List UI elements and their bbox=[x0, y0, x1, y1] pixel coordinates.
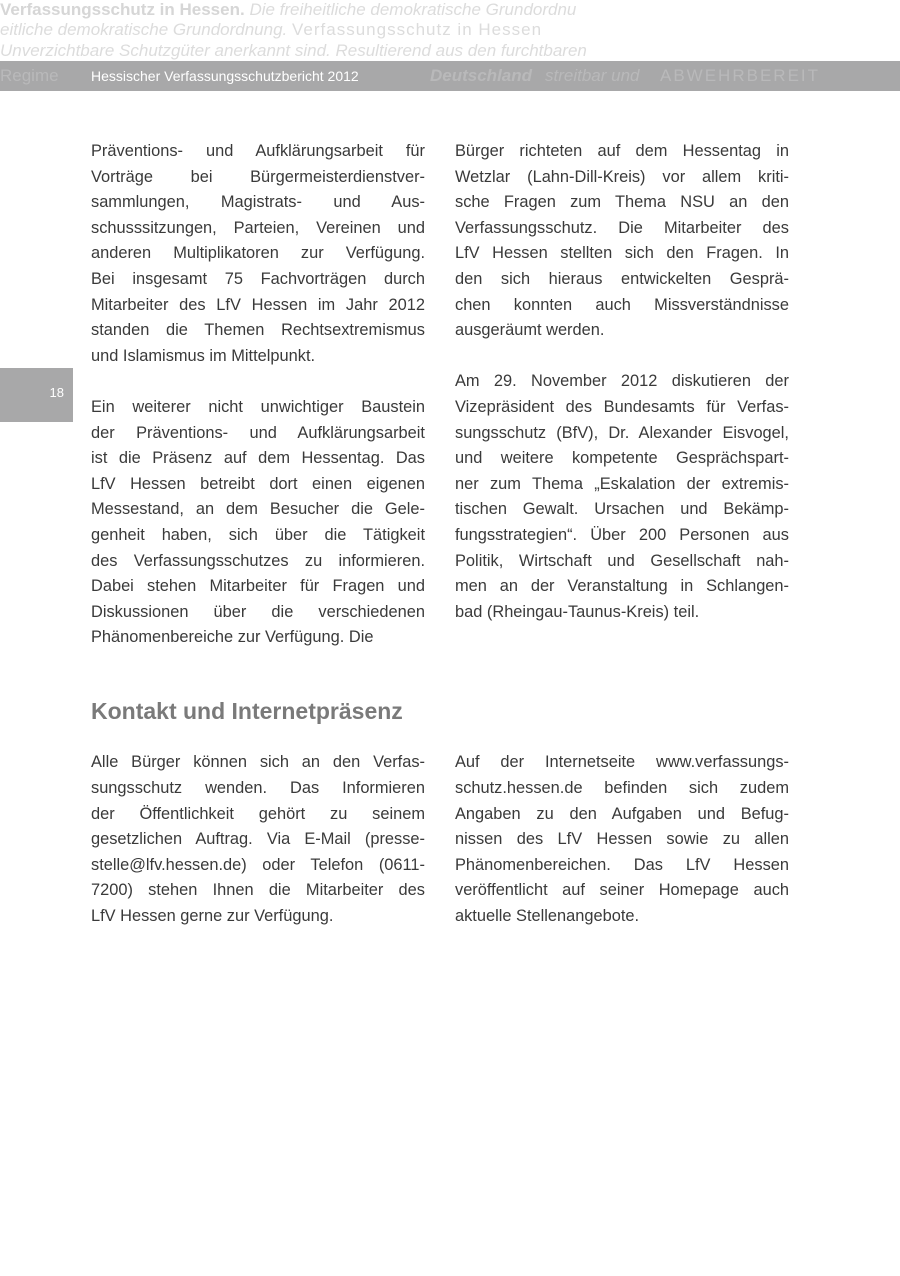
watermark-text: Die freiheitliche demokratische Grundordnu bbox=[249, 0, 577, 19]
page-content bbox=[91, 139, 789, 955]
text-line: genheit haben, sich über die Tätigkeit bbox=[91, 525, 425, 544]
paragraph bbox=[455, 369, 789, 625]
text-line: anderen Multiplikatoren zur Verfügung. bbox=[91, 244, 425, 263]
text-line: Verfassungsschutz. Die Mitarbeiter des bbox=[455, 218, 789, 237]
text-line: sammlungen, Magistrats- und Aus- bbox=[91, 193, 425, 212]
text-line: men an der Veranstaltung in Schlangen- bbox=[455, 577, 789, 596]
text-line: Präventions- und Aufklärungsarbeit für bbox=[91, 142, 425, 160]
text-line: standen die Themen Rechtsextremismus bbox=[91, 321, 425, 340]
text-line: Mitarbeiter des LfV Hessen im Jahr 2012 bbox=[91, 295, 425, 314]
text-line: LfV Hessen stellten sich den Fragen. In bbox=[455, 244, 789, 263]
watermark-text: Regime bbox=[0, 66, 59, 85]
section-heading: Kontakt und Internetpräsenz bbox=[91, 698, 403, 725]
text-line: aktuelle Stellenangebote. bbox=[455, 907, 640, 926]
text-line: bad (Rheingau-Taunus-Kreis) teil. bbox=[455, 602, 700, 621]
watermark-text: anerkannt sind. Resultierend aus den furchtbaren bbox=[214, 41, 587, 60]
section1-right-column bbox=[455, 139, 789, 676]
paragraph bbox=[91, 395, 425, 651]
watermark-text: eitliche demokratische Grundordnung. bbox=[0, 20, 288, 39]
watermark-line-3 bbox=[0, 41, 900, 61]
text-line: Phänomenbereiche zur Verfügung. Die bbox=[91, 628, 374, 647]
text-line: sungsschutz (BfV), Dr. Alexander Eisvogel, bbox=[455, 423, 789, 442]
text-line: Auf der Internetseite www.verfassungs- bbox=[455, 753, 789, 772]
text-line: Diskussionen über die verschiedenen bbox=[91, 602, 425, 621]
text-line: LfV Hessen betreibt dort einen eigenen bbox=[91, 474, 425, 493]
text-line: schutz.hessen.de befinden sich zudem bbox=[455, 779, 789, 798]
text-line: der Öffentlichkeit gehört zu seinem bbox=[91, 804, 425, 823]
text-line: gesetzlichen Auftrag. Via E-Mail (presse- bbox=[91, 830, 425, 849]
text-line: Angaben zu den Aufgaben und Befug- bbox=[455, 804, 789, 823]
text-line: den sich hieraus entwickelten Gesprä- bbox=[455, 269, 789, 288]
page-number-tab bbox=[0, 368, 73, 422]
section2-left-column bbox=[91, 750, 425, 955]
text-line: des Verfassungsschutzes zu informieren. bbox=[91, 551, 425, 570]
watermark-text: Deutschland bbox=[430, 66, 533, 85]
watermark-line-2 bbox=[0, 20, 900, 40]
text-line: und Islamismus im Mittelpunkt. bbox=[91, 346, 316, 365]
text-line: Phänomenbereichen. Das LfV Hessen bbox=[455, 855, 789, 874]
text-line: Vorträge bei Bürgermeisterdienstver- bbox=[91, 167, 425, 186]
paragraph bbox=[91, 750, 425, 929]
text-line: nissen des LfV Hessen sowie zu allen bbox=[455, 830, 789, 849]
section2 bbox=[91, 750, 789, 955]
text-line: Alle Bürger können sich an den Verfas- bbox=[91, 753, 425, 772]
paragraph bbox=[455, 750, 789, 929]
text-line: der Präventions- und Aufklärungsarbeit bbox=[91, 423, 425, 442]
text-line: Bürger richteten auf dem Hessentag in bbox=[455, 142, 789, 160]
text-line: Vizepräsident des Bundesamts für Verfas- bbox=[455, 397, 789, 416]
text-line: Am 29. November 2012 diskutieren der bbox=[455, 372, 789, 391]
text-line: veröffentlicht auf seiner Homepage auch bbox=[455, 881, 789, 900]
text-line: 7200) stehen Ihnen die Mitarbeiter des bbox=[91, 881, 425, 900]
text-line: ausgeräumt werden. bbox=[455, 321, 605, 340]
watermark-text: Verfassungsschutz in Hessen. bbox=[0, 0, 245, 19]
paragraph bbox=[91, 139, 425, 369]
section1-left-column bbox=[91, 139, 425, 676]
header-title: Hessischer Verfassungsschutzbericht 2012 bbox=[91, 68, 359, 84]
text-line: tischen Gewalt. Ursachen und Bekämp- bbox=[455, 500, 789, 519]
text-line: Wetzlar (Lahn-Dill-Kreis) vor allem kriti- bbox=[455, 167, 789, 186]
text-line: Bei insgesamt 75 Fachvorträgen durch bbox=[91, 269, 425, 288]
watermark-text: streitbar und bbox=[545, 66, 640, 85]
text-line: sche Fragen zum Thema NSU an den bbox=[455, 193, 789, 212]
text-line: Dabei stehen Mitarbeiter für Fragen und bbox=[91, 577, 425, 596]
text-line: ner zum Thema „Eskalation der extremis- bbox=[455, 474, 789, 493]
text-line: LfV Hessen gerne zur Verfügung. bbox=[91, 907, 334, 926]
text-line: und weitere kompetente Gesprächspart- bbox=[455, 449, 789, 468]
text-line: ist die Präsenz auf dem Hessentag. Das bbox=[91, 449, 425, 468]
text-line: Ein weiterer nicht unwichtiger Baustein bbox=[91, 397, 425, 416]
watermark-text: ABWEHRBEREIT bbox=[660, 66, 821, 85]
watermark-text: Verfassungsschutz in Hessen bbox=[292, 20, 543, 39]
text-line: fungsstrategien“. Über 200 Personen aus bbox=[455, 525, 789, 544]
section2-right-column bbox=[455, 750, 789, 955]
text-line: schusssitzungen, Parteien, Vereinen und bbox=[91, 218, 425, 237]
watermark-line-1 bbox=[0, 0, 900, 20]
text-line: chen konnten auch Missverständnisse bbox=[455, 295, 789, 314]
header-band bbox=[0, 61, 900, 91]
text-line: stelle@lfv.hessen.de) oder Telefon (0611- bbox=[91, 855, 425, 874]
page-number: 18 bbox=[49, 385, 64, 400]
watermark-text: Unverzichtbare Schutzgüter bbox=[0, 41, 210, 60]
text-line: Messestand, an dem Besucher die Gele- bbox=[91, 500, 425, 519]
section1 bbox=[91, 139, 789, 676]
text-line: sungsschutz wenden. Das Informieren bbox=[91, 779, 425, 798]
text-line: Politik, Wirtschaft und Gesellschaft nah- bbox=[455, 551, 789, 570]
paragraph bbox=[455, 139, 789, 344]
